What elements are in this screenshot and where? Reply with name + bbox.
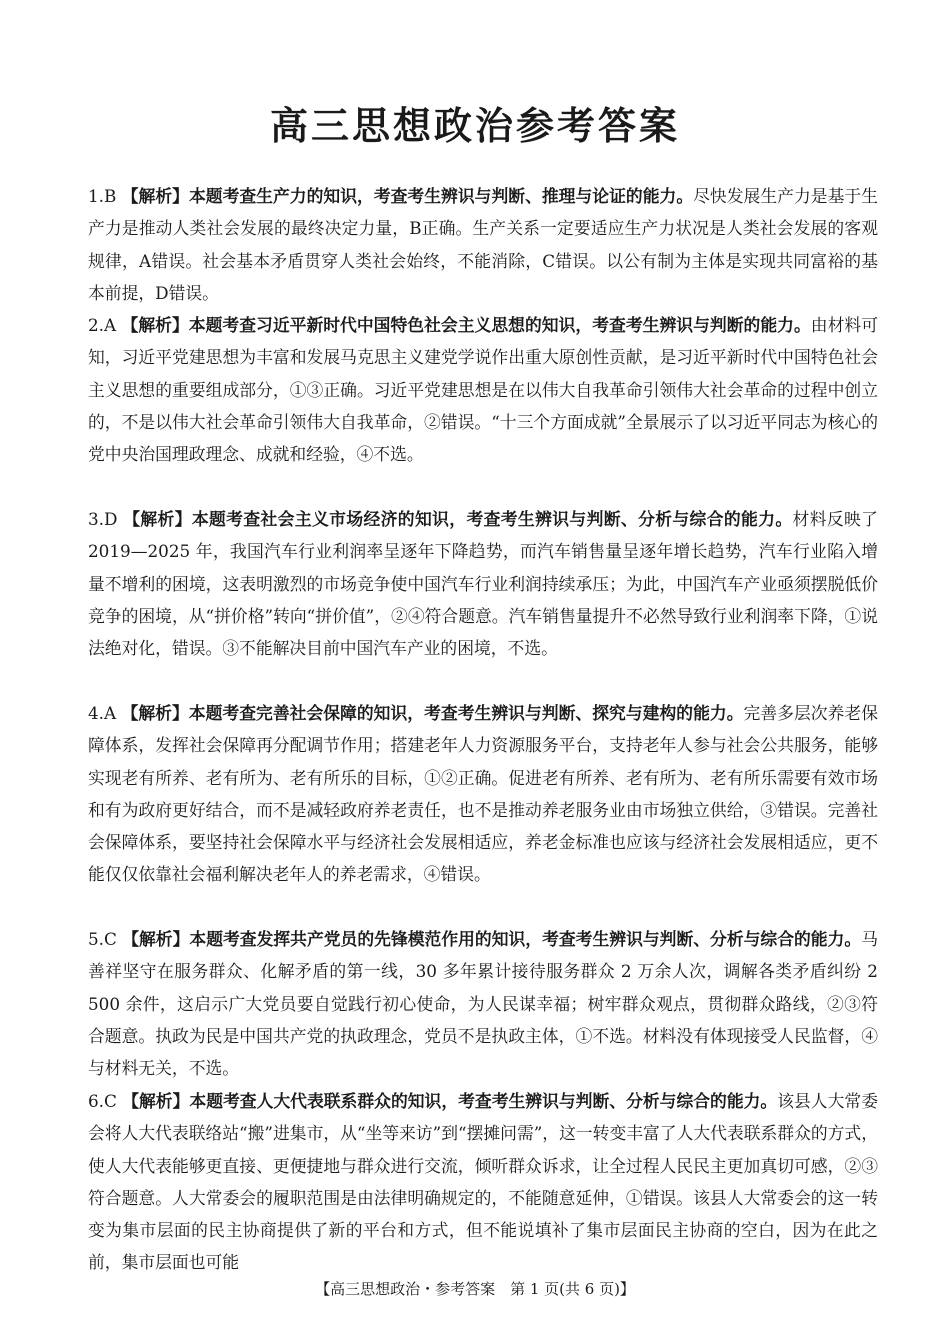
analysis-focus: 本题考查习近平新时代中国特色社会主义思想的知识，考查考生辨识与判断的能力。 <box>188 315 811 335</box>
analysis-tag: 【解析】 <box>122 1091 190 1111</box>
analysis-body: 由材料可知，习近平党建思想为丰富和发展马克思主义建党学说作出重大原创性贡献，是习近平新时代中国特色社会主义思想的重要组成部分，①③正确。习近平党建思想是在以伟大自我革命引领伟大社会革命的过程中创立的，不是以伟大社会革命引领伟大自我革命，②错误。“十三个方面成就”全景展示了以习近平同志为核心的党中央治国理政理念、成就和经验，④不选。 <box>88 315 878 465</box>
answer-item-2 <box>88 309 878 470</box>
answer-choice: C <box>104 1091 117 1111</box>
answer-item-3 <box>88 503 878 664</box>
analysis-focus: 本题考查生产力的知识，考查考生辨识与判断、推理与论证的能力。 <box>188 186 694 206</box>
analysis-body: 马善祥坚守在服务群众、化解矛盾的第一线，30 多年累计接待服务群众 2 万余人次，调解各类矛盾纠纷 2 500 余件，这启示广大党员要自觉践行初心使命，为人民谋幸福；树牢群众观点，贯彻群众路线，②③符合题意。执政为民是中国共产党的执政理念，党员不是执政主体，①不选。材料没有体现接受人民监督，④与材料无关，不选。 <box>88 929 878 1079</box>
analysis-focus: 本题考查人大代表联系群众的知识，考查考生辨识与判断、分析与综合的能力。 <box>189 1091 778 1111</box>
answer-number: 3. <box>88 509 105 529</box>
answer-number: 4. <box>88 703 105 723</box>
analysis-tag: 【解析】 <box>123 509 192 529</box>
analysis-tag: 【解析】 <box>121 186 189 206</box>
analysis-body: 该县人大常委会将人大代表联络站“搬”进集市，从“坐等来访”到“摆摊问需”，这一转变丰富了人大代表联系群众的方式，使人大代表能够更直接、更便捷地与群众进行交流，倾听群众诉求，让全过程人民民主更加真切可感，②③符合题意。人大常委会的履职范围是由法律明确规定的，不能随意延伸，①错误。该县人大常委会的这一转变为集市层面的民主协商提供了新的平台和方式，但不能说填补了集市层面民主协商的空白，因为在此之前，集市层面也可能 <box>88 1091 878 1273</box>
answer-choice: A <box>104 315 117 335</box>
page-title: 高三思想政治参考答案 <box>269 104 680 148</box>
page-footer: 【高三思想政治・参考答案 第 1 页(共 6 页)】 <box>315 1280 635 1298</box>
answer-number: 6. <box>88 1091 105 1111</box>
analysis-body: 材料反映了 2019—2025 年，我国汽车行业利润率呈逐年下降趋势，而汽车销售量呈逐年增长趋势，汽车行业陷入增量不增利的困境，这表明激烈的市场竞争使中国汽车行业利润持续承压；为此，中国汽车产业亟须摆脱低价竞争的困境，从“拼价格”转向“拼价值”，②④符合题意。汽车销售量提升不必然导致行业利润率下降，①说法绝对化，错误。③不能解决目前中国汽车产业的困境，不选。 <box>88 509 878 659</box>
analysis-focus: 本题考查发挥共产党员的先锋模范作用的知识，考查考生辨识与判断、分析与综合的能力。 <box>189 929 862 949</box>
answer-item-6 <box>88 1085 878 1279</box>
analysis-tag: 【解析】 <box>122 929 190 949</box>
answer-number: 5. <box>88 929 105 949</box>
answer-choice: B <box>104 186 117 206</box>
answer-number: 1. <box>88 186 105 206</box>
answer-item-5 <box>88 923 878 1084</box>
analysis-tag: 【解析】 <box>121 703 189 723</box>
analysis-body: 尽快发展生产力是基于生产力是推动人类社会发展的最终决定力量，B正确。生产关系一定要适应生产力状况是人类社会发展的客观规律，A错误。社会基本矛盾贯穿人类社会始终，不能消除，C错误。以公有制为主体是实现共同富裕的基本前提，D错误。 <box>88 186 878 303</box>
analysis-focus: 本题考查社会主义市场经济的知识，考查考生辨识与判断、分析与综合的能力。 <box>191 509 793 529</box>
answer-choice: C <box>104 929 117 949</box>
analysis-focus: 本题考查完善社会保障的知识，考查考生辨识与判断、探究与建构的能力。 <box>188 703 744 723</box>
answer-item-1 <box>88 180 878 309</box>
answer-choice: A <box>104 703 117 723</box>
answer-item-4 <box>88 697 878 891</box>
analysis-body: 完善多层次养老保障体系，发挥社会保障再分配调节作用；搭建老年人力资源服务平台，支持老年人参与社会公共服务，能够实现老有所养、老有所为、老有所乐的目标，①②正确。促进老有所养、老有所为、老有所乐需要有效市场和有为政府更好结合，而不是减轻政府养老责任，也不是推动养老服务业由市场独立供给，③错误。完善社会保障体系，要坚持社会保障水平与经济社会发展相适应，养老金标准也应该与经济社会发展相适应，更不能仅仅依靠社会福利解决老年人的养老需求，④错误。 <box>88 703 878 885</box>
answer-number: 2. <box>88 315 105 335</box>
answer-choice: D <box>104 509 118 529</box>
analysis-tag: 【解析】 <box>121 315 189 335</box>
